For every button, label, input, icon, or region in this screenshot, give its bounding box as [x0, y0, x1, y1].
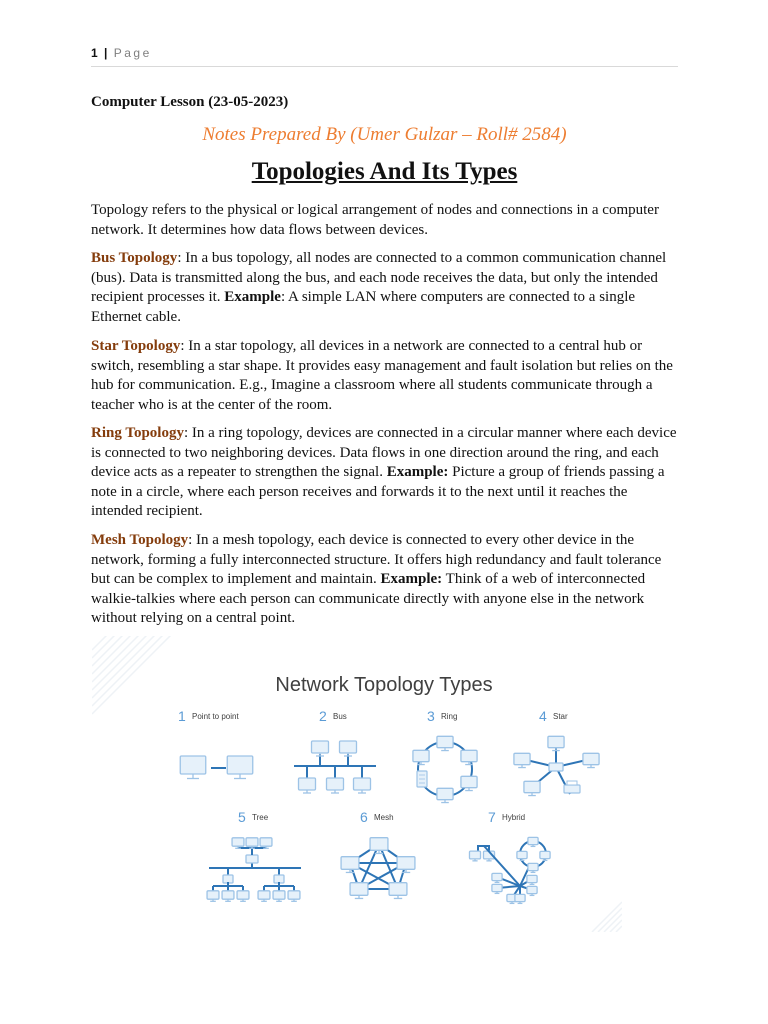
computer-icon — [207, 891, 219, 902]
mesh-topology-paragraph — [91, 531, 681, 629]
monitor-screen — [237, 891, 249, 899]
topology-number: 7 — [488, 809, 496, 825]
topology-diagram — [92, 636, 622, 932]
computer-icon — [527, 875, 537, 884]
topology-label: Hybrid — [502, 813, 526, 822]
figure-title: Network Topology Types — [275, 674, 493, 696]
monitor-screen — [528, 837, 538, 844]
lesson-title: Computer Lesson (23-05-2023) — [91, 94, 289, 110]
computer-icon — [327, 778, 344, 793]
monitor-screen — [469, 851, 480, 859]
computer-icon — [246, 838, 258, 849]
computer-icon — [299, 778, 316, 793]
monitor-screen — [341, 857, 359, 870]
mesh-text: : In a mesh topology, each device is connected to every other device in the network, forming a fully interconnected structure. It offers high redundancy and fault tolerance but can be complex to implement and maintain. — [91, 532, 662, 587]
stripe-line — [598, 908, 622, 932]
computer-icon — [370, 838, 388, 854]
monitor-screen — [492, 873, 502, 880]
document-title: Topologies And Its Types — [251, 158, 518, 185]
page-separator: | — [104, 46, 108, 60]
hub-icon — [246, 855, 258, 863]
monitor-screen — [350, 883, 368, 896]
ring-term: Ring Topology — [91, 425, 184, 441]
printer-body — [564, 785, 580, 793]
computer-icon — [258, 891, 270, 902]
computer-icon — [260, 838, 272, 849]
stripe-line — [592, 902, 622, 932]
notes-by: Notes Prepared By (Umer Gulzar – Roll# 2584) — [202, 124, 567, 145]
monitor-screen — [397, 857, 415, 870]
monitor-screen — [437, 788, 453, 799]
computer-icon — [492, 873, 502, 882]
star-text: : In a star topology, all devices in a network are connected to a central hub or switch, resembling a star shape. It provides easy management and fault isolation but relies on the hub for communication. E.g., Imagine a classroom where all students communicate through a teacher who is at the center of the room. — [91, 338, 673, 413]
topology-number: 3 — [427, 708, 435, 724]
star-term: Star Topology — [91, 338, 181, 354]
server-icon — [417, 771, 427, 787]
topology-label: Mesh — [374, 813, 394, 822]
computer-icon — [340, 741, 357, 756]
ring-topology-paragraph — [91, 424, 681, 522]
monitor-screen — [354, 778, 371, 790]
hub-icon — [223, 875, 233, 883]
monitor-screen — [524, 781, 540, 792]
computer-icon — [273, 891, 285, 902]
ring-example: Picture a group of friends passing a note in a circle, where each person receives and forwards it to the next until it reaches the intended recipient. — [91, 464, 665, 519]
monitor-screen — [540, 851, 550, 858]
topology-label: Tree — [252, 813, 269, 822]
computer-icon — [492, 884, 502, 893]
computer-icon — [222, 891, 234, 902]
printer-paper — [567, 781, 577, 785]
topology-label: Star — [553, 712, 568, 721]
printer-icon — [564, 781, 580, 793]
monitor-screen — [492, 884, 502, 891]
page-word: Page — [113, 46, 152, 60]
computer-icon — [354, 778, 371, 793]
computer-icon — [528, 837, 538, 846]
page-number: 1 — [91, 46, 98, 60]
bus-topology-paragraph — [91, 249, 681, 327]
monitor-screen — [260, 838, 272, 846]
monitor-screen — [437, 736, 453, 747]
computer-icon — [528, 863, 538, 872]
computer-icon — [312, 741, 329, 756]
stripe-line — [92, 636, 230, 714]
monitor-screen — [232, 838, 244, 846]
topology-number: 1 — [178, 708, 186, 724]
intro-paragraph: Topology refers to the physical or logical arrangement of nodes and connections in a computer network. It determines how data flows between devices. — [91, 202, 659, 238]
monitor-screen — [273, 891, 285, 899]
ring-example-label: Example: — [386, 464, 449, 480]
monitor-screen — [299, 778, 316, 790]
monitor-screen — [527, 886, 537, 893]
computer-icon — [469, 851, 480, 861]
computer-icon — [288, 891, 300, 902]
topology-number: 6 — [360, 809, 368, 825]
monitor-screen — [515, 894, 525, 901]
page-header — [91, 46, 678, 67]
computer-icon — [515, 894, 525, 903]
topology-label: Bus — [333, 712, 347, 721]
computer-icon — [237, 891, 249, 902]
mesh-example: Think of a web of interconnected walkie-talkies where each person can communicate directly with anyone else in the network without relying on a central point. — [91, 571, 646, 626]
stripe-line — [610, 920, 622, 932]
computer-icon — [548, 736, 564, 750]
monitor-screen — [180, 756, 206, 774]
bus-example-label: Example — [224, 289, 281, 305]
star-topology-paragraph — [91, 337, 681, 415]
computer-icon — [389, 883, 407, 899]
monitor-screen — [207, 891, 219, 899]
computer-icon — [397, 857, 415, 873]
hub-icon — [549, 763, 563, 771]
monitor-screen — [227, 756, 253, 774]
monitor-screen — [583, 753, 599, 764]
computer-icon — [524, 781, 540, 795]
ring-text: : In a ring topology, devices are connected in a circular manner where each device is connected to two neighboring devices. Data flows in one direction around the ring, and each device acts as a repeater to strengthen the signal. — [91, 425, 677, 480]
computer-icon — [413, 750, 429, 764]
monitor-screen — [246, 838, 258, 846]
mesh-term: Mesh Topology — [91, 532, 189, 548]
monitor-screen — [327, 778, 344, 790]
topology-number: 5 — [238, 809, 246, 825]
topology-label: Ring — [441, 712, 458, 721]
monitor-screen — [461, 776, 477, 787]
monitor-screen — [389, 883, 407, 896]
monitor-screen — [517, 851, 527, 858]
computer-icon — [527, 886, 537, 895]
computer-icon — [437, 736, 453, 750]
computer-icon — [461, 750, 477, 764]
monitor-screen — [222, 891, 234, 899]
monitor-screen — [528, 863, 538, 870]
topology-number: 2 — [319, 708, 327, 724]
monitor-screen — [258, 891, 270, 899]
mesh-example-label: Example: — [380, 571, 443, 587]
computer-icon — [350, 883, 368, 899]
monitor-screen — [514, 753, 530, 764]
monitor-screen — [288, 891, 300, 899]
computer-icon — [583, 753, 599, 767]
computer-icon — [232, 838, 244, 849]
bus-text: : In a bus topology, all nodes are connected to a common communication channel (bus). Data is transmitted along the bus, and each node receives the data, but only the intended recipient processes it. — [91, 250, 667, 305]
network-topology-figure — [92, 636, 622, 932]
hub-icon — [274, 875, 284, 883]
computer-icon — [341, 857, 359, 873]
stripe-line — [616, 926, 622, 932]
topology-number: 4 — [539, 708, 547, 724]
monitor-screen — [413, 750, 429, 761]
computer-icon — [517, 851, 527, 860]
monitor-screen — [340, 741, 357, 753]
computer-icon — [540, 851, 550, 860]
bus-example: : A simple LAN where computers are connected to a single Ethernet cable. — [91, 289, 636, 325]
monitor-screen — [370, 838, 388, 851]
computer-icon — [180, 756, 206, 779]
topology-label: Point to point — [192, 712, 239, 721]
monitor-screen — [548, 736, 564, 747]
computer-icon — [227, 756, 253, 779]
computer-icon — [437, 788, 453, 802]
monitor-screen — [461, 750, 477, 761]
monitor-screen — [527, 875, 537, 882]
computer-icon — [514, 753, 530, 767]
bus-term: Bus Topology — [91, 250, 178, 266]
monitor-screen — [312, 741, 329, 753]
